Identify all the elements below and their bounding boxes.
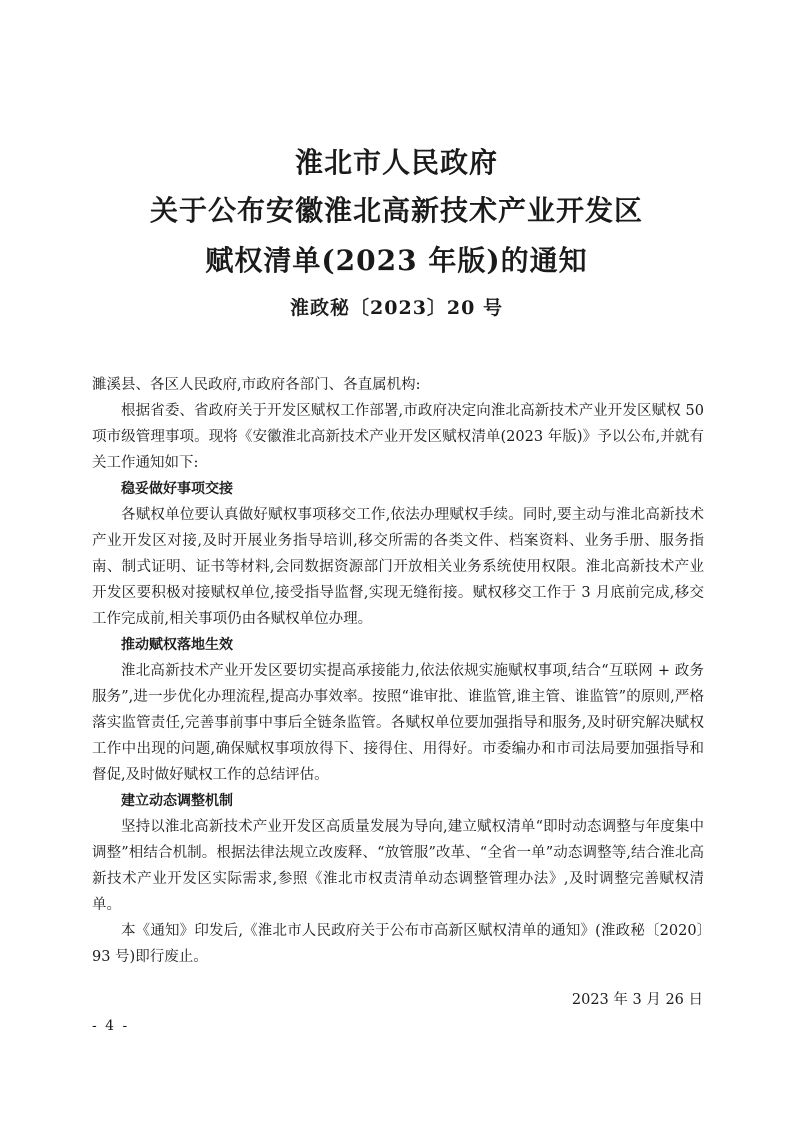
intro-paragraph: 根据省委、省政府关于开发区赋权工作部署,市政府决定向淮北高新技术产业开发区赋权 50 项市级管理事项。现将《安徽淮北高新技术产业开发区赋权清单(2023 年版)》予以公布,并就有关工作通知如下:: [92, 403, 704, 471]
section-heading-2: 推动赋权落地生效: [121, 637, 233, 653]
document-number: 淮政秘〔2023〕20 号: [290, 297, 503, 319]
section-heading-3: 建立动态调整机制: [121, 793, 233, 809]
section-text-3: 坚持以淮北高新技术产业开发区高质量发展为导向,建立赋权清单“即时动态调整与年度集中调整”相结合机制。根据法律法规立改废释、“放管服”改革、“全省一单”动态调整等,结合淮北高新技术产业开发区实际需求,参照《淮北市权责清单动态调整管理办法》,及时调整完善赋权清单。: [92, 819, 704, 913]
section-text-1: 各赋权单位要认真做好赋权事项移交工作,依法办理赋权手续。同时,要主动与淮北高新技术产业开发区对接,及时开展业务指导培训,移交所需的各类文件、档案资料、业务手册、服务指南、制式证明、证书等材料,会同数据资源部门开放相关业务系统使用权限。淮北高新技术产业开发区要积极对接赋权单位,接受指导监督,实现无缝衔接。赋权移交工作于 3 月底前完成,移交工作完成前,相关事项仍由各赋权单位办理。: [92, 507, 704, 627]
title-line-2: 关于公布安徽淮北高新技术产业开发区: [149, 194, 643, 227]
section-text-2: 淮北高新技术产业开发区要切实提高承接能力,依法依规实施赋权事项,结合“互联网 + 政务服务”,进一步优化办理流程,提高办事效率。按照“谁审批、谁监管,谁主管、谁监管”的原则,严格落实监管责任,完善事前事中事后全链条监管。各赋权单位要加强指导和服务,及时研究解决赋权工作中出现的问题,确保赋权事项放得下、接得住、用得好。市委编办和市司法局要加强指导和督促,及时做好赋权工作的总结评估。: [92, 663, 704, 783]
salutation: 濉溪县、各区人民政府,市政府各部门、各直属机构:: [92, 377, 421, 393]
closing-paragraph: 本《通知》印发后,《淮北市人民政府关于公布市高新区赋权清单的通知》(淮政秘〔2020〕93 号)即行废止。: [92, 923, 704, 965]
document-body: [92, 372, 704, 970]
title-line-1: 淮北市人民政府: [294, 146, 498, 179]
title-line-3: 赋权清单(2023 年版)的通知: [205, 244, 588, 277]
issue-date: 2023 年 3 月 26 日: [571, 992, 703, 1008]
section-heading-1: 稳妥做好事项交接: [121, 481, 233, 497]
page-number: - 4 -: [92, 1018, 130, 1034]
